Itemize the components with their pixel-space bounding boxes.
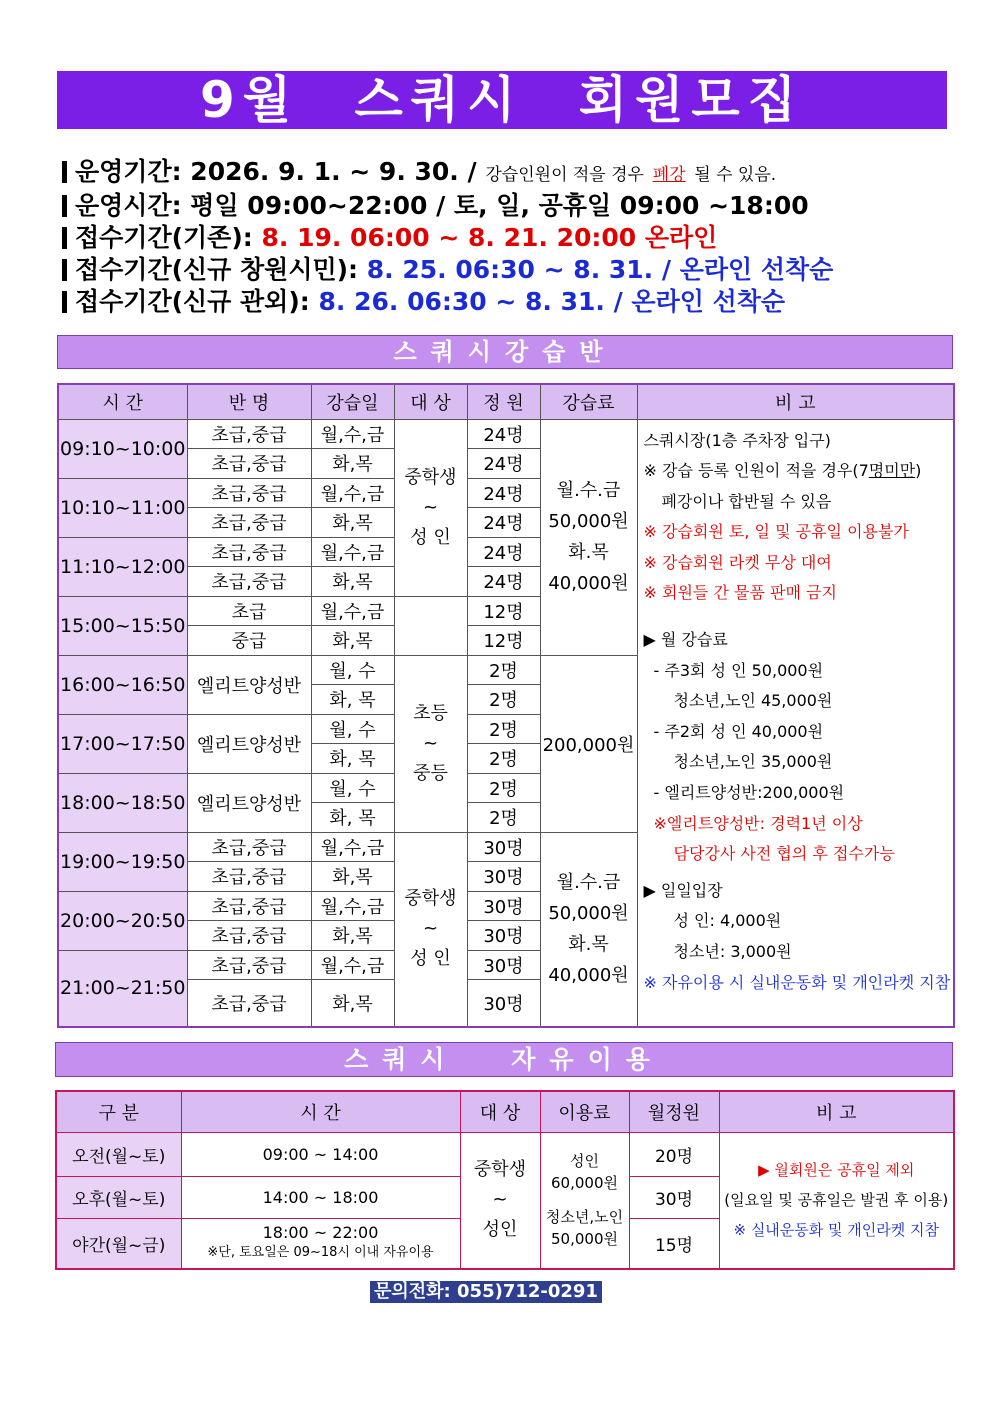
- days-cell: 화,목: [311, 449, 394, 479]
- class-name-cell: 초급,중급: [187, 921, 311, 951]
- days-cell: 월,수,금: [311, 891, 394, 921]
- col-header-class: 반 명: [187, 384, 311, 419]
- fee-cell: 200,000원: [540, 655, 637, 832]
- class-name-cell: 엘리트양성반: [187, 655, 311, 714]
- class-name-cell: 초급,중급: [187, 419, 311, 449]
- class-name-cell: 초급,중급: [187, 862, 311, 892]
- class-name-cell: 중급: [187, 626, 311, 656]
- capacity-cell: 2명: [467, 773, 540, 803]
- bullet-mark: [62, 259, 67, 281]
- info-operation-hours: 운영시간: 평일 09:00~22:00 / 토, 일, 공휴일 09:00 ~18:00: [62, 190, 809, 222]
- days-cell: 화,목: [311, 921, 394, 951]
- capacity-cell: 24명: [467, 567, 540, 597]
- class-table: [57, 383, 955, 1028]
- bullet-mark: [62, 227, 67, 249]
- days-cell: 화, 목: [311, 744, 394, 774]
- capacity-cell: 30명: [467, 950, 540, 980]
- days-cell: 월,수,금: [311, 950, 394, 980]
- days-cell: 월, 수: [311, 655, 394, 685]
- class-name-cell: 엘리트양성반: [187, 773, 311, 832]
- class-name-cell: 초급,중급: [187, 478, 311, 508]
- col-header-days: 강습일: [311, 384, 394, 419]
- time-cell: 14:00 ~ 18:00: [181, 1176, 460, 1218]
- capacity-cell: 30명: [467, 921, 540, 951]
- capacity-cell: 20명: [629, 1132, 719, 1176]
- class-name-cell: 초급,중급: [187, 980, 311, 1027]
- days-cell: 화, 목: [311, 685, 394, 715]
- capacity-cell: 12명: [467, 596, 540, 626]
- bullet-mark: [62, 291, 67, 313]
- days-cell: 월, 수: [311, 773, 394, 803]
- fee-cell: 월.수.금 50,000원 화.목 40,000원: [540, 419, 637, 655]
- class-name-cell: 초급,중급: [187, 832, 311, 862]
- time-cell: 20:00~20:50: [58, 891, 187, 950]
- info-registration-new-citizen: 접수기간(신규 창원시민): 8. 25. 06:30 ~ 8. 31. / 온라인 선착순: [62, 254, 833, 286]
- time-cell: 19:00~19:50: [58, 832, 187, 891]
- days-cell: 화,목: [311, 980, 394, 1027]
- target-cell: 중학생 ~ 성 인: [394, 419, 467, 596]
- capacity-cell: 30명: [629, 1176, 719, 1218]
- category-night: 야간(월~금): [56, 1218, 181, 1269]
- time-cell: 18:00~18:50: [58, 773, 187, 832]
- class-name-cell: 초급,중급: [187, 537, 311, 567]
- days-cell: 월,수,금: [311, 596, 394, 626]
- capacity-cell: 30명: [467, 862, 540, 892]
- class-name-cell: 초급,중급: [187, 508, 311, 538]
- target-cell: 초등 ~ 중등: [394, 655, 467, 832]
- class-name-cell: 엘리트양성반: [187, 714, 311, 773]
- class-name-cell: 초급,중급: [187, 449, 311, 479]
- capacity-cell: 24명: [467, 537, 540, 567]
- info-registration-new-outside: 접수기간(신규 관외): 8. 26. 06:30 ~ 8. 31. / 온라인 선착순: [62, 286, 785, 318]
- time-cell: 16:00~16:50: [58, 655, 187, 714]
- days-cell: 월,수,금: [311, 478, 394, 508]
- free-section-title: 스쿼시 자유이용: [55, 1042, 953, 1077]
- col-header-time: 시 간: [58, 384, 187, 419]
- note-line: ※ 강습 등록 인원이 적을 경우(7명미만): [643, 461, 922, 481]
- days-cell: 화,목: [311, 862, 394, 892]
- time-cell: 21:00~21:50: [58, 950, 187, 1027]
- col-header-time: 시 간: [181, 1091, 460, 1132]
- time-cell: 09:10~10:00: [58, 419, 187, 478]
- target-cell: [394, 596, 467, 655]
- class-name-cell: 초급,중급: [187, 891, 311, 921]
- days-cell: 화,목: [311, 626, 394, 656]
- time-cell: 17:00~17:50: [58, 714, 187, 773]
- col-header-category: 구 분: [56, 1091, 181, 1132]
- col-header-notes: 비 고: [637, 384, 954, 419]
- capacity-cell: 24명: [467, 419, 540, 449]
- days-cell: 화,목: [311, 567, 394, 597]
- bullet-mark: [62, 161, 67, 183]
- col-header-capacity: 정 원: [467, 384, 540, 419]
- info-operation-period: 운영기간: 2026. 9. 1. ~ 9. 30. / 강습인원이 적을 경우 폐강 될 수 있음.: [62, 156, 776, 191]
- notes-cell: ▶ 월회원은 공휴일 제외 (일요일 및 공휴일은 발권 후 이용) ※ 실내운동화 및 개인라켓 지참: [719, 1132, 954, 1269]
- class-name-cell: 초급: [187, 596, 311, 626]
- capacity-cell: 30명: [467, 980, 540, 1027]
- free-use-table: [55, 1090, 955, 1270]
- class-section-title: 스쿼시강습반: [57, 335, 953, 369]
- time-cell: 09:00 ~ 14:00: [181, 1132, 460, 1176]
- capacity-cell: 2명: [467, 655, 540, 685]
- col-header-notes: 비 고: [719, 1091, 954, 1132]
- capacity-cell: 2명: [467, 714, 540, 744]
- time-cell: 15:00~15:50: [58, 596, 187, 655]
- time-cell: 11:10~12:00: [58, 537, 187, 596]
- info-registration-existing: 접수기간(기존): 8. 19. 06:00 ~ 8. 21. 20:00 온라인: [62, 222, 717, 254]
- capacity-cell: 2명: [467, 803, 540, 833]
- fee-cell: 성인 60,000원 청소년,노인 50,000원: [540, 1132, 629, 1269]
- capacity-cell: 2명: [467, 744, 540, 774]
- notes-cell: 스쿼시장(1층 주차장 입구) ※ 강습 등록 인원이 적을 경우(7명미만) 폐강이나 합반될 수 있음 ※ 강습회원 토, 일 및 공휴일 이용불가 ※ 강습회원 라켓 무상 대여 ※ 회원들 간 물품 판매 금지 ▶ 월 강습료 - 주3회 성 인 50,000원 청소년,노인 45,000원 - 주2회 성 인 40,000원 청소년,노인 35,000원 - 엘리트양성반:200,000원 ※엘리트양성반: 경력1년 이상 담당강사 사전 협의 후 접수가능 ▶ 일일입장 성 인: 4,000원 청소년: 3,000원 ※ 자유이용 시 실내운동화 및 개인라켓 지참: [637, 419, 954, 1027]
- category-afternoon: 오후(월~토): [56, 1176, 181, 1218]
- col-header-fee: 이용료: [540, 1091, 629, 1132]
- contact-phone: 문의전화: 055)712-0291: [370, 1281, 602, 1303]
- category-morning: 오전(월~토): [56, 1132, 181, 1176]
- days-cell: 월, 수: [311, 714, 394, 744]
- bullet-mark: [62, 195, 67, 217]
- days-cell: 월,수,금: [311, 419, 394, 449]
- capacity-cell: 24명: [467, 478, 540, 508]
- capacity-cell: 2명: [467, 685, 540, 715]
- days-cell: 월,수,금: [311, 537, 394, 567]
- col-header-monthly-capacity: 월정원: [629, 1091, 719, 1132]
- capacity-cell: 24명: [467, 449, 540, 479]
- capacity-cell: 15명: [629, 1218, 719, 1269]
- fee-cell: 월.수.금 50,000원 화.목 40,000원: [540, 832, 637, 1027]
- capacity-cell: 12명: [467, 626, 540, 656]
- class-name-cell: 초급,중급: [187, 950, 311, 980]
- time-cell: 18:00 ~ 22:00 ※단, 토요일은 09~18시 이내 자유이용: [181, 1218, 460, 1269]
- time-cell: 10:10~11:00: [58, 478, 187, 537]
- col-header-target: 대 상: [460, 1091, 540, 1132]
- capacity-cell: 30명: [467, 832, 540, 862]
- capacity-cell: 30명: [467, 891, 540, 921]
- days-cell: 월,수,금: [311, 832, 394, 862]
- col-header-fee: 강습료: [540, 384, 637, 419]
- days-cell: 화, 목: [311, 803, 394, 833]
- page-title: 9월 스쿼시 회원모집: [57, 71, 947, 129]
- class-name-cell: 초급,중급: [187, 567, 311, 597]
- capacity-cell: 24명: [467, 508, 540, 538]
- target-cell: 중학생 ~ 성인: [460, 1132, 540, 1269]
- target-cell: 중학생 ~ 성 인: [394, 832, 467, 1027]
- days-cell: 화,목: [311, 508, 394, 538]
- col-header-target: 대 상: [394, 384, 467, 419]
